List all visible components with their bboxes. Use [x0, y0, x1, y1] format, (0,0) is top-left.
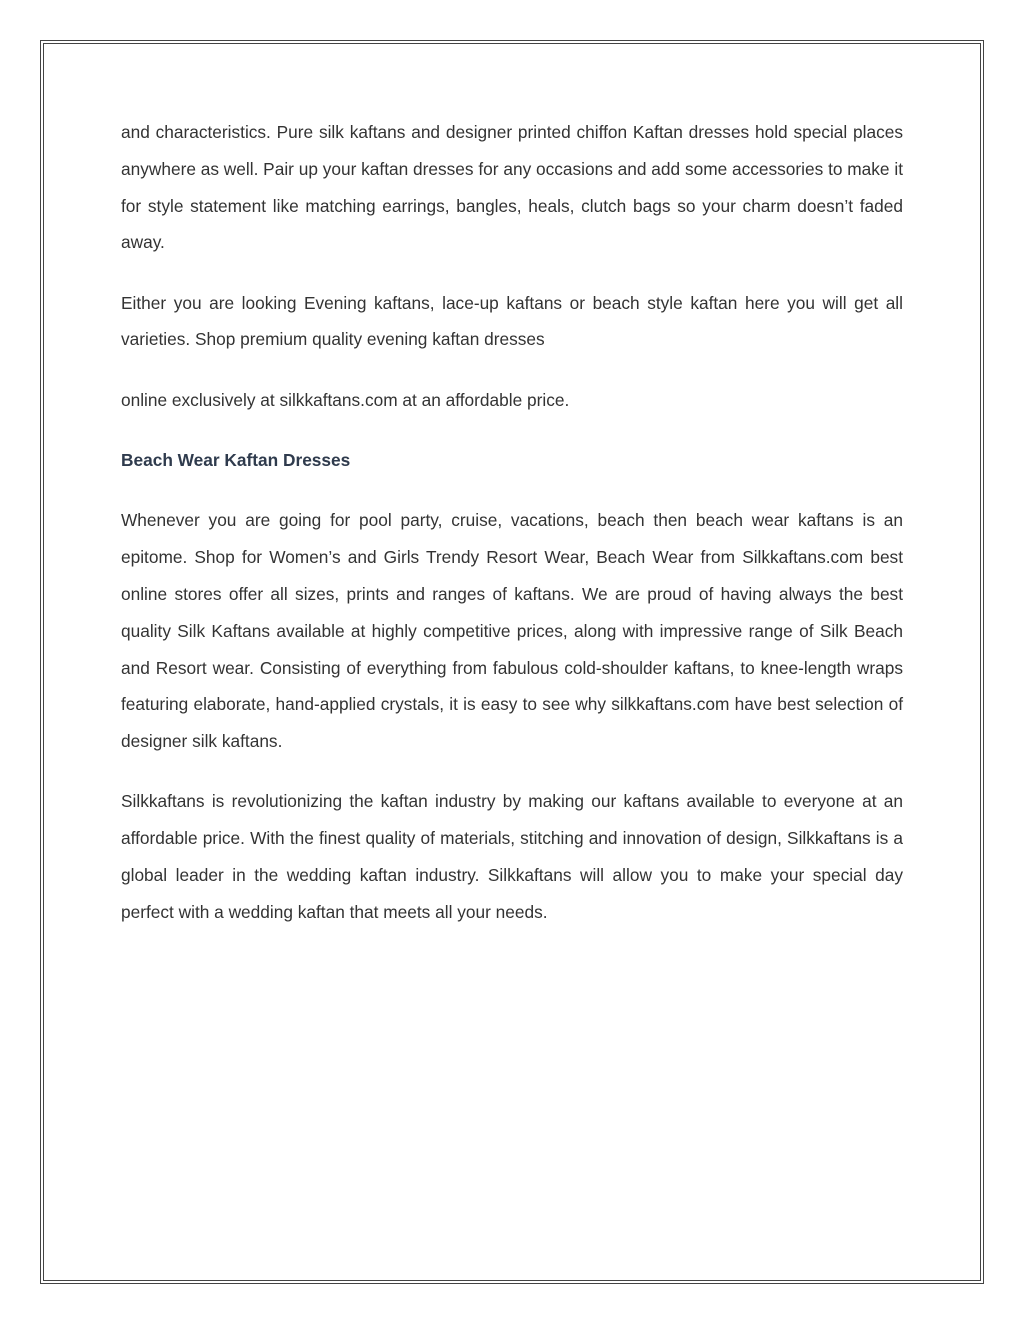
paragraph-characteristics: and characteristics. Pure silk kaftans and designer printed chiffon Kaftan dresses hold special places anywhere as well. Pair up your kaftan dresses for any occasions and add some accessories to make it for style statement like matching earrings, bangles, heals, clutch bags so your charm doesn’t faded away.: [121, 122, 903, 253]
paragraph-silkkaftans-revolutionizing: Silkkaftans is revolutionizing the kaftan industry by making our kaftans available to everyone at an affordable price. With the finest quality of materials, stitching and innovation of design, Silkkaftans is a global leader in the wedding kaftan industry. Silkkaftans will allow you to make your special day perfect with a wedding kaftan that meets all your needs.: [121, 791, 903, 922]
paragraph-online-exclusively: online exclusively at silkkaftans.com at an affordable price.: [121, 389, 570, 410]
paragraph-beach-wear: Whenever you are going for pool party, cruise, vacations, beach then beach wear kaftans is an epitome. Shop for Women’s and Girls Trendy Resort Wear, Beach Wear from Silkkaftans.com best online stores offer all sizes, prints and ranges of kaftans. We are proud of having always the best quality Silk Kaftans available at highly competitive prices, along with impressive range of Silk Beach and Resort wear. Consisting of everything from fabulous cold-shoulder kaftans, to knee-length wraps featuring elaborate, hand-applied crystals, it is easy to see why silkkaftans.com have best selection of designer silk kaftans.: [121, 510, 903, 752]
section-heading-beach-wear: Beach Wear Kaftan Dresses: [121, 450, 351, 471]
paragraph-evening-kaftans: Either you are looking Evening kaftans, lace-up kaftans or beach style kaftan here you will get all varieties. Shop premium quality evening kaftan dresses: [121, 292, 903, 350]
document-body: [121, 114, 903, 954]
